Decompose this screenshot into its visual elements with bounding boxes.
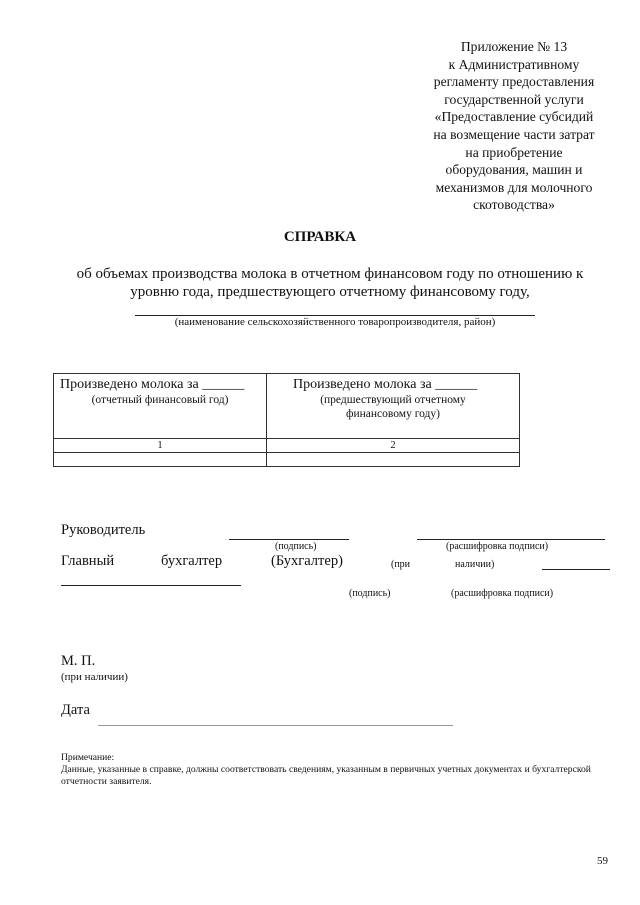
- header-previous-year: Произведено молока за ______: [293, 377, 478, 392]
- appendix-line: «Предоставление субсидий: [434, 109, 594, 125]
- chief-paren: (Бухгалтер): [271, 553, 343, 569]
- head-signature-line[interactable]: [229, 539, 349, 540]
- document-subtitle: [60, 265, 600, 301]
- if-any-1: (при: [391, 559, 411, 570]
- head-decode-hint: (расшифровка подписи): [446, 541, 549, 552]
- footnote-title: Примечание:: [61, 752, 115, 763]
- chief-signature-hint: (подпись): [349, 588, 391, 599]
- chief-decode-hint: (расшифровка подписи): [451, 588, 554, 599]
- appendix-line: регламенту предоставления: [433, 74, 595, 90]
- head-label: Руководитель: [61, 522, 146, 538]
- chief-word-2: бухгалтер: [161, 553, 223, 569]
- header-previous-year-sub-2: финансовому году): [346, 408, 440, 420]
- table-row: [54, 453, 520, 467]
- column-number-1: 1: [54, 439, 267, 453]
- date-label: Дата: [61, 702, 90, 718]
- appendix-line: Приложение № 13: [460, 39, 568, 54]
- chief-line-right[interactable]: [542, 569, 610, 570]
- milk-volume-table: [53, 373, 520, 467]
- appendix-line: на приобретение: [465, 144, 563, 160]
- table-number-row: [54, 439, 520, 453]
- header-previous-year-sub-1: (предшествующий отчетному: [320, 394, 466, 406]
- subtitle-line-1: об объемах производства молока в отчетном финансовом году по отношению к: [76, 266, 584, 282]
- header-reporting-year-sub: (отчетный финансовый год): [91, 394, 229, 406]
- chief-line-left[interactable]: [61, 585, 241, 586]
- head-decode-line[interactable]: [417, 539, 605, 540]
- stamp-note: (при наличии): [61, 671, 128, 683]
- if-any-2: наличии): [455, 559, 495, 570]
- date-line[interactable]: [98, 725, 453, 726]
- chief-word-1: Главный: [61, 553, 115, 569]
- header-cell-previous-year: [267, 374, 520, 439]
- producer-name-hint: (наименование сельскохозяйственного товаропроизводителя, район): [174, 316, 496, 328]
- appendix-line: скотоводства»: [473, 197, 555, 213]
- appendix-line: государственной услуги: [444, 91, 584, 107]
- header-cell-reporting-year: [54, 374, 267, 439]
- page-number: 59: [597, 855, 608, 867]
- appendix-reference: [410, 38, 618, 214]
- footnote-text: Данные, указанные в справке, должны соответствовать сведениям, указанным в первичных учетных документах и бухгалтерской отчетности заявителя.: [61, 764, 591, 787]
- footnote: [61, 752, 601, 788]
- appendix-line: оборудования, машин и: [445, 162, 583, 178]
- value-cell-previous-year[interactable]: [267, 453, 520, 467]
- stamp-label: М. П.: [61, 653, 96, 669]
- value-cell-reporting-year[interactable]: [54, 453, 267, 467]
- appendix-line: механизмов для молочного: [435, 179, 593, 195]
- appendix-line: к Административному: [448, 56, 580, 72]
- appendix-line: на возмещение части затрат: [433, 126, 595, 142]
- subtitle-line-2: уровню года, предшествующего отчетному финансовому году,: [130, 284, 530, 300]
- head-signature-hint: (подпись): [275, 541, 317, 552]
- header-reporting-year: Произведено молока за ______: [60, 377, 245, 392]
- column-number-2: 2: [267, 439, 520, 453]
- document-title: СПРАВКА: [283, 229, 357, 245]
- table-header-row: [54, 374, 520, 439]
